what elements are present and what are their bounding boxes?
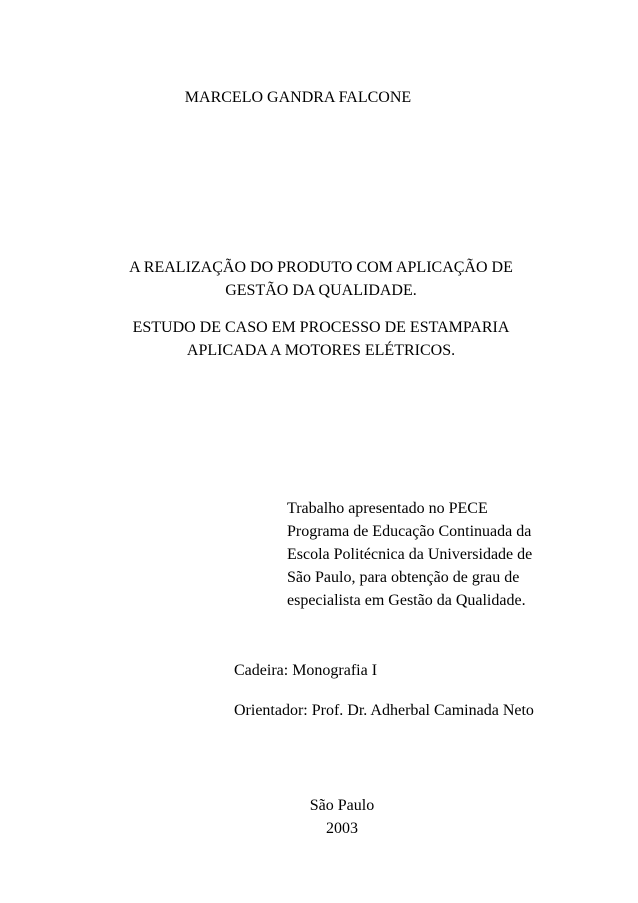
thesis-title-line-1: A REALIZAÇÃO DO PRODUTO COM APLICAÇÃO DE (129, 259, 513, 276)
author-name: MARCELO GANDRA FALCONE (184, 89, 412, 106)
presentation-line-5: especialista em Gestão da Qualidade. (287, 592, 526, 609)
thesis-subtitle (2, 316, 638, 362)
presentation-line-1: Trabalho apresentado no PECE (287, 500, 488, 517)
presentation-line-2: Programa de Educação Continuada da (287, 523, 532, 540)
city: São Paulo (309, 797, 375, 814)
presentation-note (287, 497, 532, 612)
presentation-line-3: Escola Politécnica da Universidade de (287, 546, 533, 563)
year: 2003 (326, 820, 358, 837)
thesis-title-line-2: GESTÃO DA QUALIDADE. (225, 282, 417, 299)
course-name: Cadeira: Monografia I (234, 662, 378, 679)
thesis-subtitle-line-2: APLICADA A MOTORES ELÉTRICOS. (186, 342, 456, 359)
thesis-subtitle-line-1: ESTUDO DE CASO EM PROCESSO DE ESTAMPARIA (132, 319, 510, 336)
advisor-name: Orientador: Prof. Dr. Adherbal Caminada Neto (234, 702, 534, 719)
presentation-line-4: São Paulo, para obtenção de grau de (287, 569, 520, 586)
place-and-date (23, 794, 638, 840)
thesis-title (2, 256, 638, 302)
